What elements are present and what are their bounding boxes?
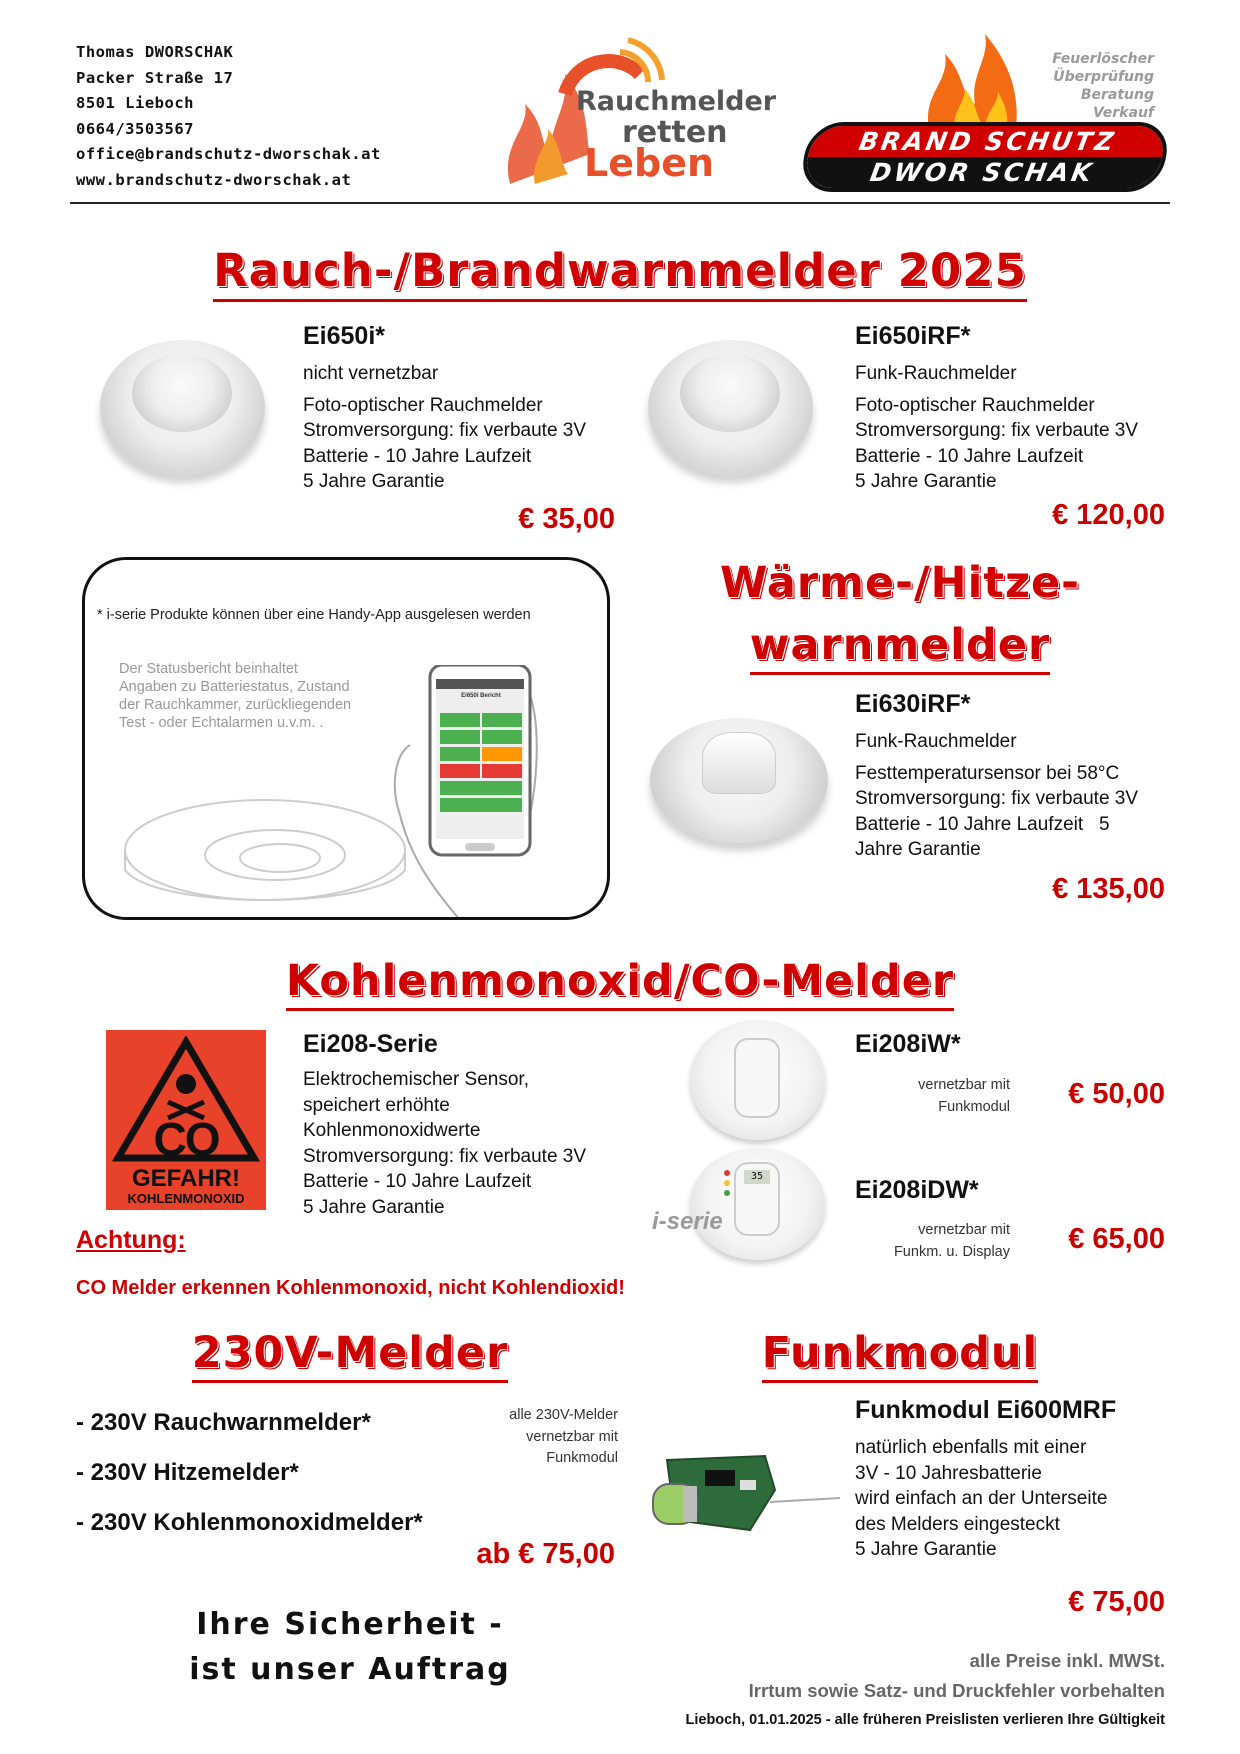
contact-name: Thomas DWORSCHAK — [76, 43, 234, 61]
product-line: des Melders eingesteckt — [855, 1513, 1060, 1535]
product-line: Batterie - 10 Jahre Laufzeit — [855, 445, 1084, 467]
product-line: Jahre Garantie — [855, 839, 981, 860]
brand-top: BRAND SCHUTZ — [808, 126, 1167, 157]
co-warning-sign — [106, 1030, 266, 1210]
price-ei208iw: € 50,00 — [1068, 1078, 1165, 1110]
service-ueberpruefung: Überprüfung — [1053, 69, 1154, 85]
phone-hand-icon — [390, 665, 540, 920]
header-divider — [70, 202, 1170, 204]
list-230v — [76, 1398, 423, 1548]
product-line: wird einfach an der Unterseite — [855, 1488, 1108, 1509]
product-line: 3V - 10 Jahresbatterie — [855, 1462, 1042, 1484]
product-line: Festtemperatursensor bei 58°C — [855, 762, 1120, 784]
section-title-230v: 230V-Melder — [90, 1328, 610, 1378]
product-line: natürlich ebenfalls mit einer — [855, 1437, 1087, 1458]
product-name: Ei208-Serie — [303, 1030, 438, 1058]
list-item: - 230V Kohlenmonoxidmelder* — [76, 1509, 423, 1536]
rauchmelder-logo — [490, 34, 780, 194]
list-item: - 230V Rauchwarnmelder* — [76, 1409, 371, 1436]
contact-block — [76, 40, 476, 193]
section-title-co: Kohlenmonoxid/CO-Melder — [0, 956, 1240, 1006]
price-funkmodul: € 75,00 — [1068, 1586, 1165, 1618]
product-price: € 35,00 — [518, 502, 615, 535]
product-price: € 135,00 — [1052, 872, 1165, 905]
logo-word-rauchmelder: Rauchmelder — [576, 86, 777, 117]
heat-detector-image — [650, 718, 828, 843]
product-line: nicht vernetzbar — [303, 363, 439, 384]
footer-validity: Lieboch, 01.01.2025 - alle früheren Preislisten verlieren Ihre Gültigkeit — [685, 1712, 1165, 1728]
product-price: € 120,00 — [1052, 498, 1165, 531]
product-line: Stromversorgung: fix verbaute 3V — [855, 788, 1139, 809]
product-line: Batterie - 10 Jahre Laufzeit 5 — [855, 813, 1110, 835]
smoke-detector-image-2 — [648, 340, 813, 475]
product-line: 5 Jahre Garantie — [303, 1196, 445, 1218]
warning-title: Achtung: — [76, 1226, 186, 1254]
product-name: Funkmodul Ei600MRF — [855, 1396, 1117, 1424]
product-line: Foto-optischer Rauchmelder — [855, 394, 1095, 416]
section-title-funkmodul: Funkmodul — [640, 1328, 1160, 1378]
fire-icon — [920, 34, 1030, 134]
brand-badge — [798, 122, 1172, 192]
product-line: Batterie - 10 Jahre Laufzeit — [303, 445, 532, 467]
contact-email[interactable]: office@brandschutz-dworschak.at — [76, 145, 381, 163]
product-line: Stromversorgung: fix verbaute 3V — [855, 420, 1139, 441]
co-sign-sub: KOHLENMONOXID — [127, 1191, 245, 1206]
product-line: Funk-Rauchmelder — [855, 731, 1017, 752]
list-item: - 230V Hitzemelder* — [76, 1459, 299, 1486]
co-sign-big: CO — [153, 1113, 219, 1165]
contact-street: Packer Straße 17 — [76, 68, 234, 87]
note-230v: alle 230V-Melder vernetzbar mit Funkmodul — [509, 1407, 618, 1466]
product-name-ei208iw: Ei208iW* — [855, 1030, 961, 1058]
status-line: Der Statusbericht beinhaltet — [119, 661, 298, 677]
product-line: Funk-Rauchmelder — [855, 363, 1017, 384]
variant-note-ei208iw: vernetzbar mit Funkmodul — [918, 1077, 1010, 1115]
product-line: speichert erhöhte — [303, 1094, 450, 1116]
slogan: Ihre Sicherheit - ist unser Auftrag — [189, 1607, 511, 1687]
service-beratung: Beratung — [1080, 87, 1154, 103]
status-line: der Rauchkammer, zurückliegenden — [119, 697, 352, 713]
product-name: Ei630iRF* — [855, 690, 971, 718]
co-sign-warn: GEFAHR! — [132, 1165, 240, 1192]
product-line: Stromversorgung: fix verbaute 3V — [303, 420, 587, 441]
status-line: Test - oder Echtalarmen u.v.m. . — [119, 715, 324, 731]
product-line: 5 Jahre Garantie — [303, 471, 445, 492]
phone-report-title: Ei650i Bericht — [461, 693, 501, 699]
logo-word-leben: Leben — [584, 141, 715, 185]
iserie-label: i-serie — [652, 1208, 723, 1235]
product-ei650irf — [855, 322, 1175, 532]
section-title-smoke: Rauch-/Brandwarnmelder 2025 — [0, 244, 1240, 297]
smoke-detector-image-1 — [100, 340, 265, 475]
contact-phone: 0664/3503567 — [76, 119, 194, 138]
product-name: Ei650i* — [303, 322, 386, 350]
co-display: 35 — [744, 1170, 770, 1184]
product-line: 5 Jahre Garantie — [855, 471, 997, 492]
brand-bottom: DWOR SCHAK — [803, 157, 1162, 188]
product-line: Batterie - 10 Jahre Laufzeit — [303, 1171, 532, 1192]
product-name-ei208idw: Ei208iDW* — [855, 1176, 979, 1204]
product-line: Stromversorgung: fix verbaute 3V — [303, 1145, 587, 1167]
co-detector-image-2 — [690, 1148, 825, 1260]
logo-word-retten: retten — [622, 115, 728, 150]
product-ei650i — [303, 322, 623, 536]
price-ei208idw: € 65,00 — [1068, 1223, 1165, 1255]
radio-module-icon — [645, 1450, 840, 1540]
footer-vat: alle Preise inkl. MWSt. — [969, 1650, 1165, 1671]
product-line: 5 Jahre Garantie — [855, 1539, 997, 1560]
footer-errors: Irrtum sowie Satz- und Druckfehler vorbehalten — [748, 1680, 1165, 1701]
brandschutz-logo — [800, 34, 1170, 194]
contact-website[interactable]: www.brandschutz-dworschak.at — [76, 170, 352, 189]
variant-note-ei208idw: vernetzbar mit Funkm. u. Display — [893, 1222, 1010, 1260]
status-line: Angaben zu Batteriestatus, Zustand — [119, 679, 350, 695]
section-title-heat: Wärme-/Hitze- warnmelder — [640, 552, 1160, 676]
product-line: Foto-optischer Rauchmelder — [303, 394, 543, 416]
service-feuerloescher: Feuerlöscher — [1052, 51, 1154, 67]
product-ei630irf — [855, 690, 1185, 906]
price-230v: ab € 75,00 — [476, 1538, 615, 1570]
contact-city: 8501 Lieboch — [76, 94, 194, 112]
co-detector-image-1 — [690, 1020, 825, 1140]
product-ei208-series — [303, 1030, 633, 1220]
warning-text: CO Melder erkennen Kohlenmonoxid, nicht Kohlendioxid! — [76, 1277, 625, 1299]
product-line: Kohlenmonoxidwerte — [303, 1120, 481, 1141]
service-verkauf: Verkauf — [1092, 105, 1154, 121]
product-line: Elektrochemischer Sensor, — [303, 1069, 529, 1090]
product-funkmodul — [855, 1396, 1175, 1563]
app-info-box — [82, 557, 610, 920]
detector-sketch-icon — [115, 740, 415, 910]
app-note: * i-serie Produkte können über eine Handy-App ausgelesen werden — [97, 607, 531, 623]
product-name: Ei650iRF* — [855, 322, 971, 350]
